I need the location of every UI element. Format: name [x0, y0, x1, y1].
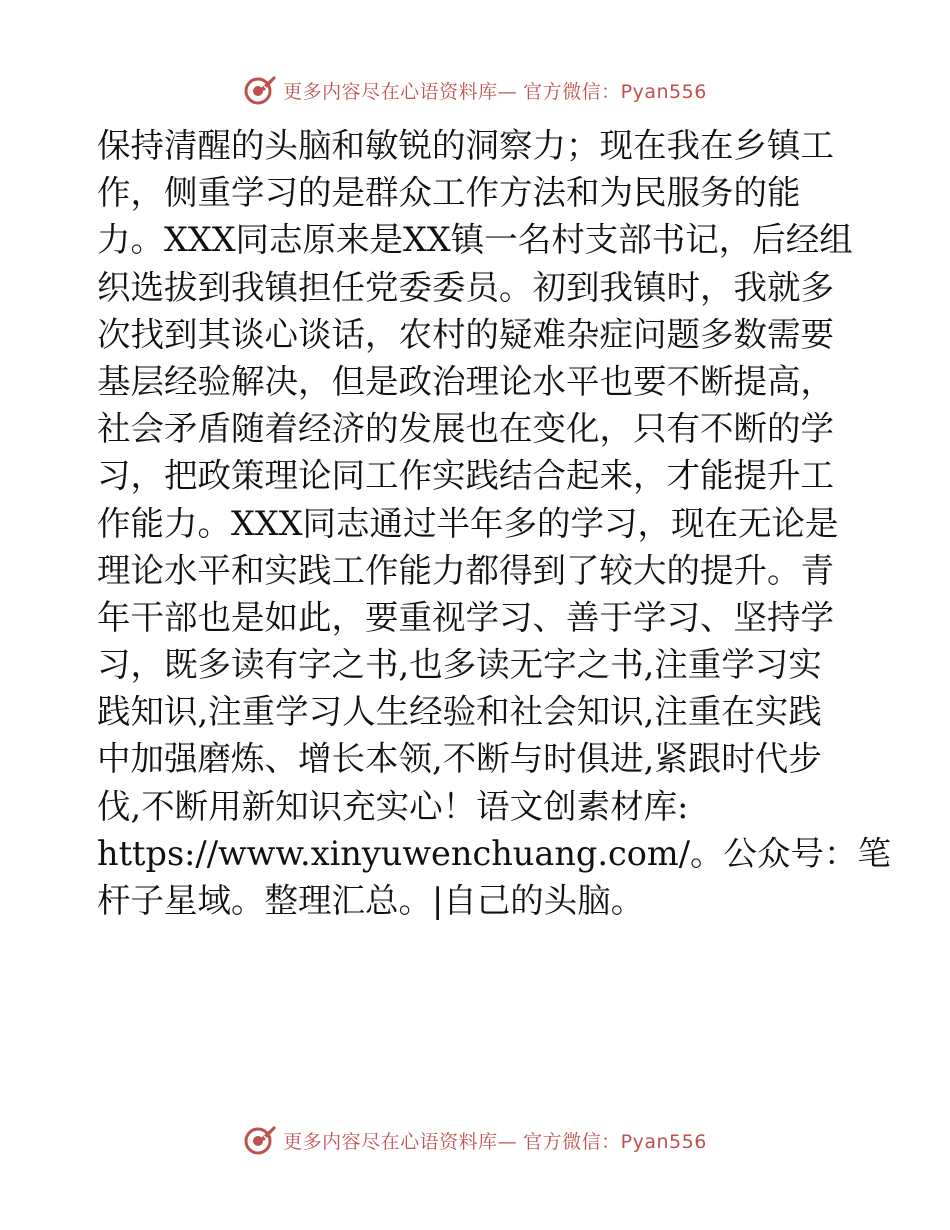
footer-banner: [0, 1120, 950, 1160]
document-body: [97, 122, 891, 924]
text-line: 践知识,注重学习人生经验和社会知识,注重在实践: [97, 692, 822, 732]
text-line: 中加强磨炼、增长本领,不断与时俱进,紧跟时代步: [97, 739, 822, 779]
header-banner-text: 更多内容尽在心语资料库—: [283, 80, 518, 103]
text-line: 杆子星域。整理汇总。|自己的头脑。: [97, 881, 645, 920]
footer-banner-wechat: 官方微信：Pyan556: [523, 1130, 707, 1153]
text-line: 基层经验解决，但是政治理论水平也要不断提高，: [97, 361, 834, 401]
text-line: 力。XXX同志原来是XX镇一名村支部书记，后经组: [97, 220, 853, 260]
text-line: 年干部也是如此，要重视学习、善于学习、坚持学: [97, 597, 834, 637]
text-line: 织选拔到我镇担任党委委员。初到我镇时，我就多: [97, 267, 834, 307]
text-line: 理论水平和实践工作能力都得到了较大的提升。青: [97, 550, 834, 590]
logo-icon: [243, 1123, 277, 1157]
text-line: 社会矛盾随着经济的发展也在变化，只有不断的学: [97, 409, 834, 449]
logo-icon: [243, 73, 277, 107]
text-line: 作，侧重学习的是群众工作方法和为民服务的能: [97, 173, 801, 213]
header-banner: [0, 70, 950, 110]
text-line: 伐,不断用新知识充实心！语文创素材库:: [97, 786, 689, 826]
header-banner-wechat: 官方微信：Pyan556: [523, 80, 707, 103]
footer-banner-text: 更多内容尽在心语资料库—: [283, 1130, 518, 1153]
text-line: 习，既多读有字之书,也多读无字之书,注重学习实: [97, 645, 822, 685]
text-line: 习，把政策理论同工作实践结合起来，才能提升工: [97, 456, 834, 496]
text-line: 作能力。XXX同志通过半年多的学习，现在无论是: [97, 503, 839, 543]
text-line: 次找到其谈心谈话，农村的疑难杂症问题多数需要: [97, 314, 834, 354]
text-line: https://www.xinyuwenchuang.com/。公众号：笔: [97, 833, 891, 873]
text-line: 保持清醒的头脑和敏锐的洞察力；现在我在乡镇工: [97, 126, 834, 165]
